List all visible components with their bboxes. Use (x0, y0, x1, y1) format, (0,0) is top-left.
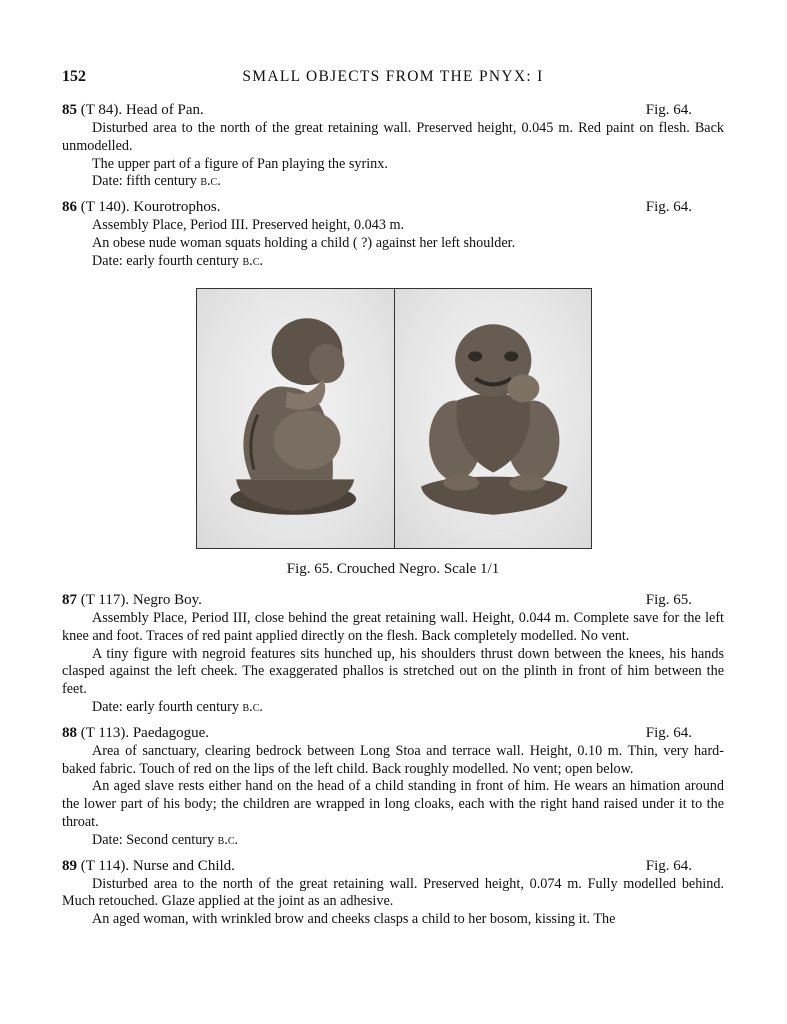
figure-reference: Fig. 64. (645, 102, 692, 118)
entry-paragraph: Area of sanctuary, clearing bedrock between Long Stoa and terrace wall. Height, 0.10 m. Thin, very hard-baked fabric. Touch of red on the lips of the left child. Back roughly modelled. No vent; open below. (62, 742, 724, 777)
catalogue-entry-88 (62, 723, 724, 850)
catalogue-entries-bottom (62, 590, 724, 929)
entry-date: Date: early fourth century b.c. (92, 698, 263, 715)
entry-paragraph: A tiny figure with negroid features sits hunched up, his shoulders thrust down between the knees, his hands clasped against the left cheek. The exaggerated phallos is stretched out on the plinth in front of him between the feet. (62, 645, 724, 698)
figurine-front-view-image (395, 289, 592, 548)
entry-title: Kourotrophos. (133, 199, 221, 216)
entry-date: Date: early fourth century b.c. (92, 252, 263, 269)
entry-number: 89 (62, 857, 77, 874)
inventory-number: (T 113). (80, 724, 130, 741)
entry-number: 87 (62, 592, 77, 608)
running-title: SMALL OBJECTS FROM THE PNYX: I (242, 68, 544, 85)
photo-side-view (197, 289, 394, 548)
entry-paragraph: Assembly Place, Period III. Preserved height, 0.043 m. (92, 217, 405, 234)
entry-number: 86 (62, 199, 77, 216)
figure-reference: Fig. 64. (645, 857, 692, 874)
entry-date: Date: Second century b.c. (92, 831, 239, 848)
entry-paragraph: An aged slave rests either hand on the head of a child standing in front of him. He wears an himation around the lower part of his body; the children are wrapped in long cloaks, each with the right hand raised under it to the throat. (62, 778, 724, 830)
entry-heading (62, 197, 724, 217)
page-header (62, 68, 724, 88)
inventory-number: (T 140). (80, 199, 130, 216)
catalogue-entry-86 (62, 197, 724, 270)
inventory-number: (T 117). (80, 592, 130, 608)
entry-paragraph: Disturbed area to the north of the great retaining wall. Preserved height, 0.045 m. Red paint on flesh. Back unmodelled. (62, 120, 724, 154)
entry-paragraph: Assembly Place, Period III, close behind the great retaining wall. Height, 0.044 m. Complete save for the left knee and foot. Traces of red paint applied directly on the flesh. Back completely modelled. No vent. (62, 610, 724, 644)
entry-number: 88 (62, 724, 77, 741)
catalogue-entry-85 (62, 100, 724, 191)
entry-paragraph: An aged woman, with wrinkled brow and cheeks clasps a child to her bosom, kissing it. The (92, 911, 616, 928)
entry-heading (62, 723, 724, 743)
entry-heading (62, 100, 724, 120)
catalogue-entry-87 (62, 590, 724, 717)
entry-date: Date: fifth century b.c. (92, 173, 221, 190)
figure-caption: Fig. 65. Crouched Negro. Scale 1/1 (286, 561, 500, 577)
entry-title: Paedagogue. (132, 724, 210, 741)
entry-heading (62, 590, 724, 610)
figurine-side-view-image (197, 289, 394, 548)
figure-reference: Fig. 64. (645, 724, 692, 741)
page-number: 152 (62, 68, 86, 85)
catalogue-entries-top (62, 100, 724, 277)
entry-title: Head of Pan. (125, 102, 204, 118)
figure-reference: Fig. 65. (645, 592, 692, 608)
entry-paragraph: The upper part of a figure of Pan playing the syrinx. (92, 155, 388, 172)
inventory-number: (T 84). (80, 102, 123, 118)
entry-heading (62, 856, 724, 876)
figure-reference: Fig. 64. (645, 199, 692, 216)
photo-front-view (394, 289, 592, 548)
entry-paragraph: An obese nude woman squats holding a child ( ?) against her left shoulder. (92, 234, 516, 251)
inventory-number: (T 114). (80, 857, 130, 874)
entry-title: Negro Boy. (132, 592, 202, 608)
catalogue-entry-89 (62, 856, 724, 929)
figure-plate (196, 288, 592, 549)
entry-number: 85 (62, 102, 77, 118)
entry-paragraph: Disturbed area to the north of the great retaining wall. Preserved height, 0.074 m. Fully modelled behind. Much retouched. Glaze applied at the joint as an adhesive. (62, 875, 724, 910)
entry-title: Nurse and Child. (132, 857, 235, 874)
